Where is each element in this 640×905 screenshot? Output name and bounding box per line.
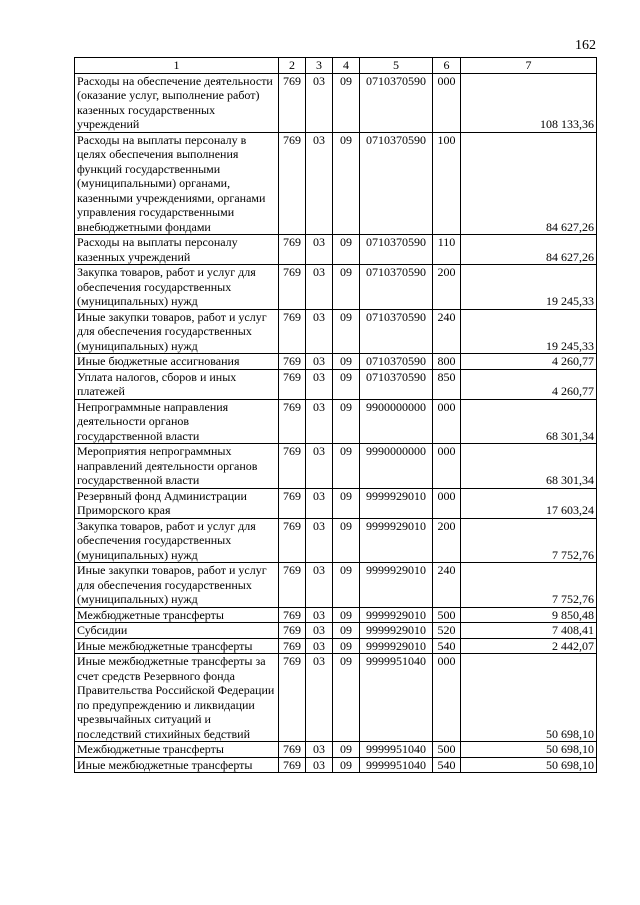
section-code-cell: 03 [306,354,333,370]
target-article-cell: 9999929010 [360,563,433,608]
table-row [75,623,597,639]
target-article-cell: 9999929010 [360,638,433,654]
subsection-code-cell: 09 [333,623,360,639]
target-article-cell: 9999929010 [360,488,433,518]
target-article-cell: 0710370590 [360,265,433,310]
expense-type-cell: 240 [433,563,461,608]
table-row [75,369,597,399]
section-code-cell: 03 [306,518,333,563]
subsection-code-cell: 09 [333,654,360,742]
subsection-code-cell: 09 [333,563,360,608]
grbs-code-cell: 769 [279,444,306,489]
amount-cell: 108 133,36 [461,73,597,132]
table-row [75,399,597,444]
amount-cell: 50 698,10 [461,654,597,742]
table-row [75,235,597,265]
expense-type-cell: 240 [433,309,461,354]
amount-cell: 7 752,76 [461,518,597,563]
grbs-code-cell: 769 [279,742,306,758]
table-row [75,518,597,563]
target-article-cell: 9999951040 [360,654,433,742]
row-name-cell: Расходы на выплаты персоналу в целях обеспечения выполнения функций государственными (муниципальными) органами, казенными учреждениями, органами управления государственными внебюджетными фондами [75,132,279,235]
grbs-code-cell: 769 [279,132,306,235]
section-code-cell: 03 [306,399,333,444]
section-code-cell: 03 [306,444,333,489]
column-header: 1 [75,58,279,74]
table-row [75,742,597,758]
table-row [75,757,597,773]
target-article-cell: 0710370590 [360,309,433,354]
subsection-code-cell: 09 [333,235,360,265]
grbs-code-cell: 769 [279,654,306,742]
column-header: 4 [333,58,360,74]
column-header: 6 [433,58,461,74]
target-article-cell: 0710370590 [360,354,433,370]
target-article-cell: 9900000000 [360,399,433,444]
table-row [75,488,597,518]
column-header: 5 [360,58,433,74]
row-name-cell: Мероприятия непрограммных направлений деятельности органов государственной власти [75,444,279,489]
target-article-cell: 9999951040 [360,757,433,773]
expense-type-cell: 540 [433,757,461,773]
target-article-cell: 0710370590 [360,132,433,235]
amount-cell: 68 301,34 [461,444,597,489]
expense-type-cell: 200 [433,265,461,310]
row-name-cell: Расходы на обеспечение деятельности (оказание услуг, выполнение работ) казенных государственных учреждений [75,73,279,132]
grbs-code-cell: 769 [279,369,306,399]
section-code-cell: 03 [306,235,333,265]
grbs-code-cell: 769 [279,73,306,132]
section-code-cell: 03 [306,654,333,742]
expense-type-cell: 500 [433,607,461,623]
expense-type-cell: 000 [433,444,461,489]
grbs-code-cell: 769 [279,399,306,444]
subsection-code-cell: 09 [333,369,360,399]
expense-type-cell: 000 [433,654,461,742]
row-name-cell: Иные закупки товаров, работ и услуг для обеспечения государственных (муниципальных) нужд [75,563,279,608]
subsection-code-cell: 09 [333,518,360,563]
row-name-cell: Межбюджетные трансферты [75,742,279,758]
grbs-code-cell: 769 [279,488,306,518]
amount-cell: 19 245,33 [461,265,597,310]
budget-table [74,57,597,773]
section-code-cell: 03 [306,369,333,399]
amount-cell: 84 627,26 [461,235,597,265]
table-row [75,638,597,654]
expense-type-cell: 850 [433,369,461,399]
table-header-row [75,58,597,74]
amount-cell: 50 698,10 [461,742,597,758]
column-header: 2 [279,58,306,74]
section-code-cell: 03 [306,488,333,518]
target-article-cell: 9999951040 [360,742,433,758]
expense-type-cell: 000 [433,73,461,132]
grbs-code-cell: 769 [279,265,306,310]
subsection-code-cell: 09 [333,488,360,518]
row-name-cell: Непрограммные направления деятельности органов государственной власти [75,399,279,444]
subsection-code-cell: 09 [333,73,360,132]
row-name-cell: Иные межбюджетные трансферты за счет средств Резервного фонда Правительства Российской Федерации по предупреждению и ликвидации чрезвычайных ситуаций и последствий стихийных бедствий [75,654,279,742]
grbs-code-cell: 769 [279,563,306,608]
expense-type-cell: 000 [433,399,461,444]
section-code-cell: 03 [306,265,333,310]
target-article-cell: 0710370590 [360,235,433,265]
grbs-code-cell: 769 [279,354,306,370]
table-row [75,132,597,235]
row-name-cell: Закупка товаров, работ и услуг для обеспечения государственных (муниципальных) нужд [75,518,279,563]
subsection-code-cell: 09 [333,354,360,370]
amount-cell: 68 301,34 [461,399,597,444]
target-article-cell: 0710370590 [360,369,433,399]
amount-cell: 19 245,33 [461,309,597,354]
expense-type-cell: 540 [433,638,461,654]
row-name-cell: Иные межбюджетные трансферты [75,757,279,773]
amount-cell: 4 260,77 [461,354,597,370]
amount-cell: 2 442,07 [461,638,597,654]
amount-cell: 84 627,26 [461,132,597,235]
grbs-code-cell: 769 [279,757,306,773]
expense-type-cell: 100 [433,132,461,235]
table-row [75,73,597,132]
expense-type-cell: 200 [433,518,461,563]
column-header: 3 [306,58,333,74]
row-name-cell: Субсидии [75,623,279,639]
table-row [75,607,597,623]
amount-cell: 9 850,48 [461,607,597,623]
table-row [75,265,597,310]
table-row [75,309,597,354]
amount-cell: 7 408,41 [461,623,597,639]
table-row [75,654,597,742]
target-article-cell: 9999929010 [360,518,433,563]
table-row [75,444,597,489]
expense-type-cell: 000 [433,488,461,518]
subsection-code-cell: 09 [333,638,360,654]
subsection-code-cell: 09 [333,309,360,354]
amount-cell: 17 603,24 [461,488,597,518]
expense-type-cell: 520 [433,623,461,639]
section-code-cell: 03 [306,309,333,354]
section-code-cell: 03 [306,73,333,132]
subsection-code-cell: 09 [333,265,360,310]
subsection-code-cell: 09 [333,132,360,235]
target-article-cell: 9999929010 [360,623,433,639]
page-number: 162 [575,38,596,53]
row-name-cell: Закупка товаров, работ и услуг для обеспечения государственных (муниципальных) нужд [75,265,279,310]
subsection-code-cell: 09 [333,399,360,444]
grbs-code-cell: 769 [279,607,306,623]
expense-type-cell: 500 [433,742,461,758]
column-header: 7 [461,58,597,74]
subsection-code-cell: 09 [333,742,360,758]
amount-cell: 50 698,10 [461,757,597,773]
amount-cell: 7 752,76 [461,563,597,608]
target-article-cell: 9999929010 [360,607,433,623]
section-code-cell: 03 [306,742,333,758]
expense-type-cell: 800 [433,354,461,370]
row-name-cell: Иные межбюджетные трансферты [75,638,279,654]
amount-cell: 4 260,77 [461,369,597,399]
section-code-cell: 03 [306,132,333,235]
section-code-cell: 03 [306,638,333,654]
row-name-cell: Расходы на выплаты персоналу казенных учреждений [75,235,279,265]
subsection-code-cell: 09 [333,757,360,773]
row-name-cell: Иные бюджетные ассигнования [75,354,279,370]
expense-type-cell: 110 [433,235,461,265]
table-row [75,354,597,370]
subsection-code-cell: 09 [333,444,360,489]
row-name-cell: Межбюджетные трансферты [75,607,279,623]
grbs-code-cell: 769 [279,309,306,354]
subsection-code-cell: 09 [333,607,360,623]
section-code-cell: 03 [306,623,333,639]
section-code-cell: 03 [306,563,333,608]
target-article-cell: 0710370590 [360,73,433,132]
table-row [75,563,597,608]
row-name-cell: Уплата налогов, сборов и иных платежей [75,369,279,399]
target-article-cell: 9990000000 [360,444,433,489]
section-code-cell: 03 [306,607,333,623]
grbs-code-cell: 769 [279,235,306,265]
grbs-code-cell: 769 [279,638,306,654]
row-name-cell: Резервный фонд Администрации Приморского края [75,488,279,518]
row-name-cell: Иные закупки товаров, работ и услуг для обеспечения государственных (муниципальных) нужд [75,309,279,354]
grbs-code-cell: 769 [279,623,306,639]
grbs-code-cell: 769 [279,518,306,563]
section-code-cell: 03 [306,757,333,773]
